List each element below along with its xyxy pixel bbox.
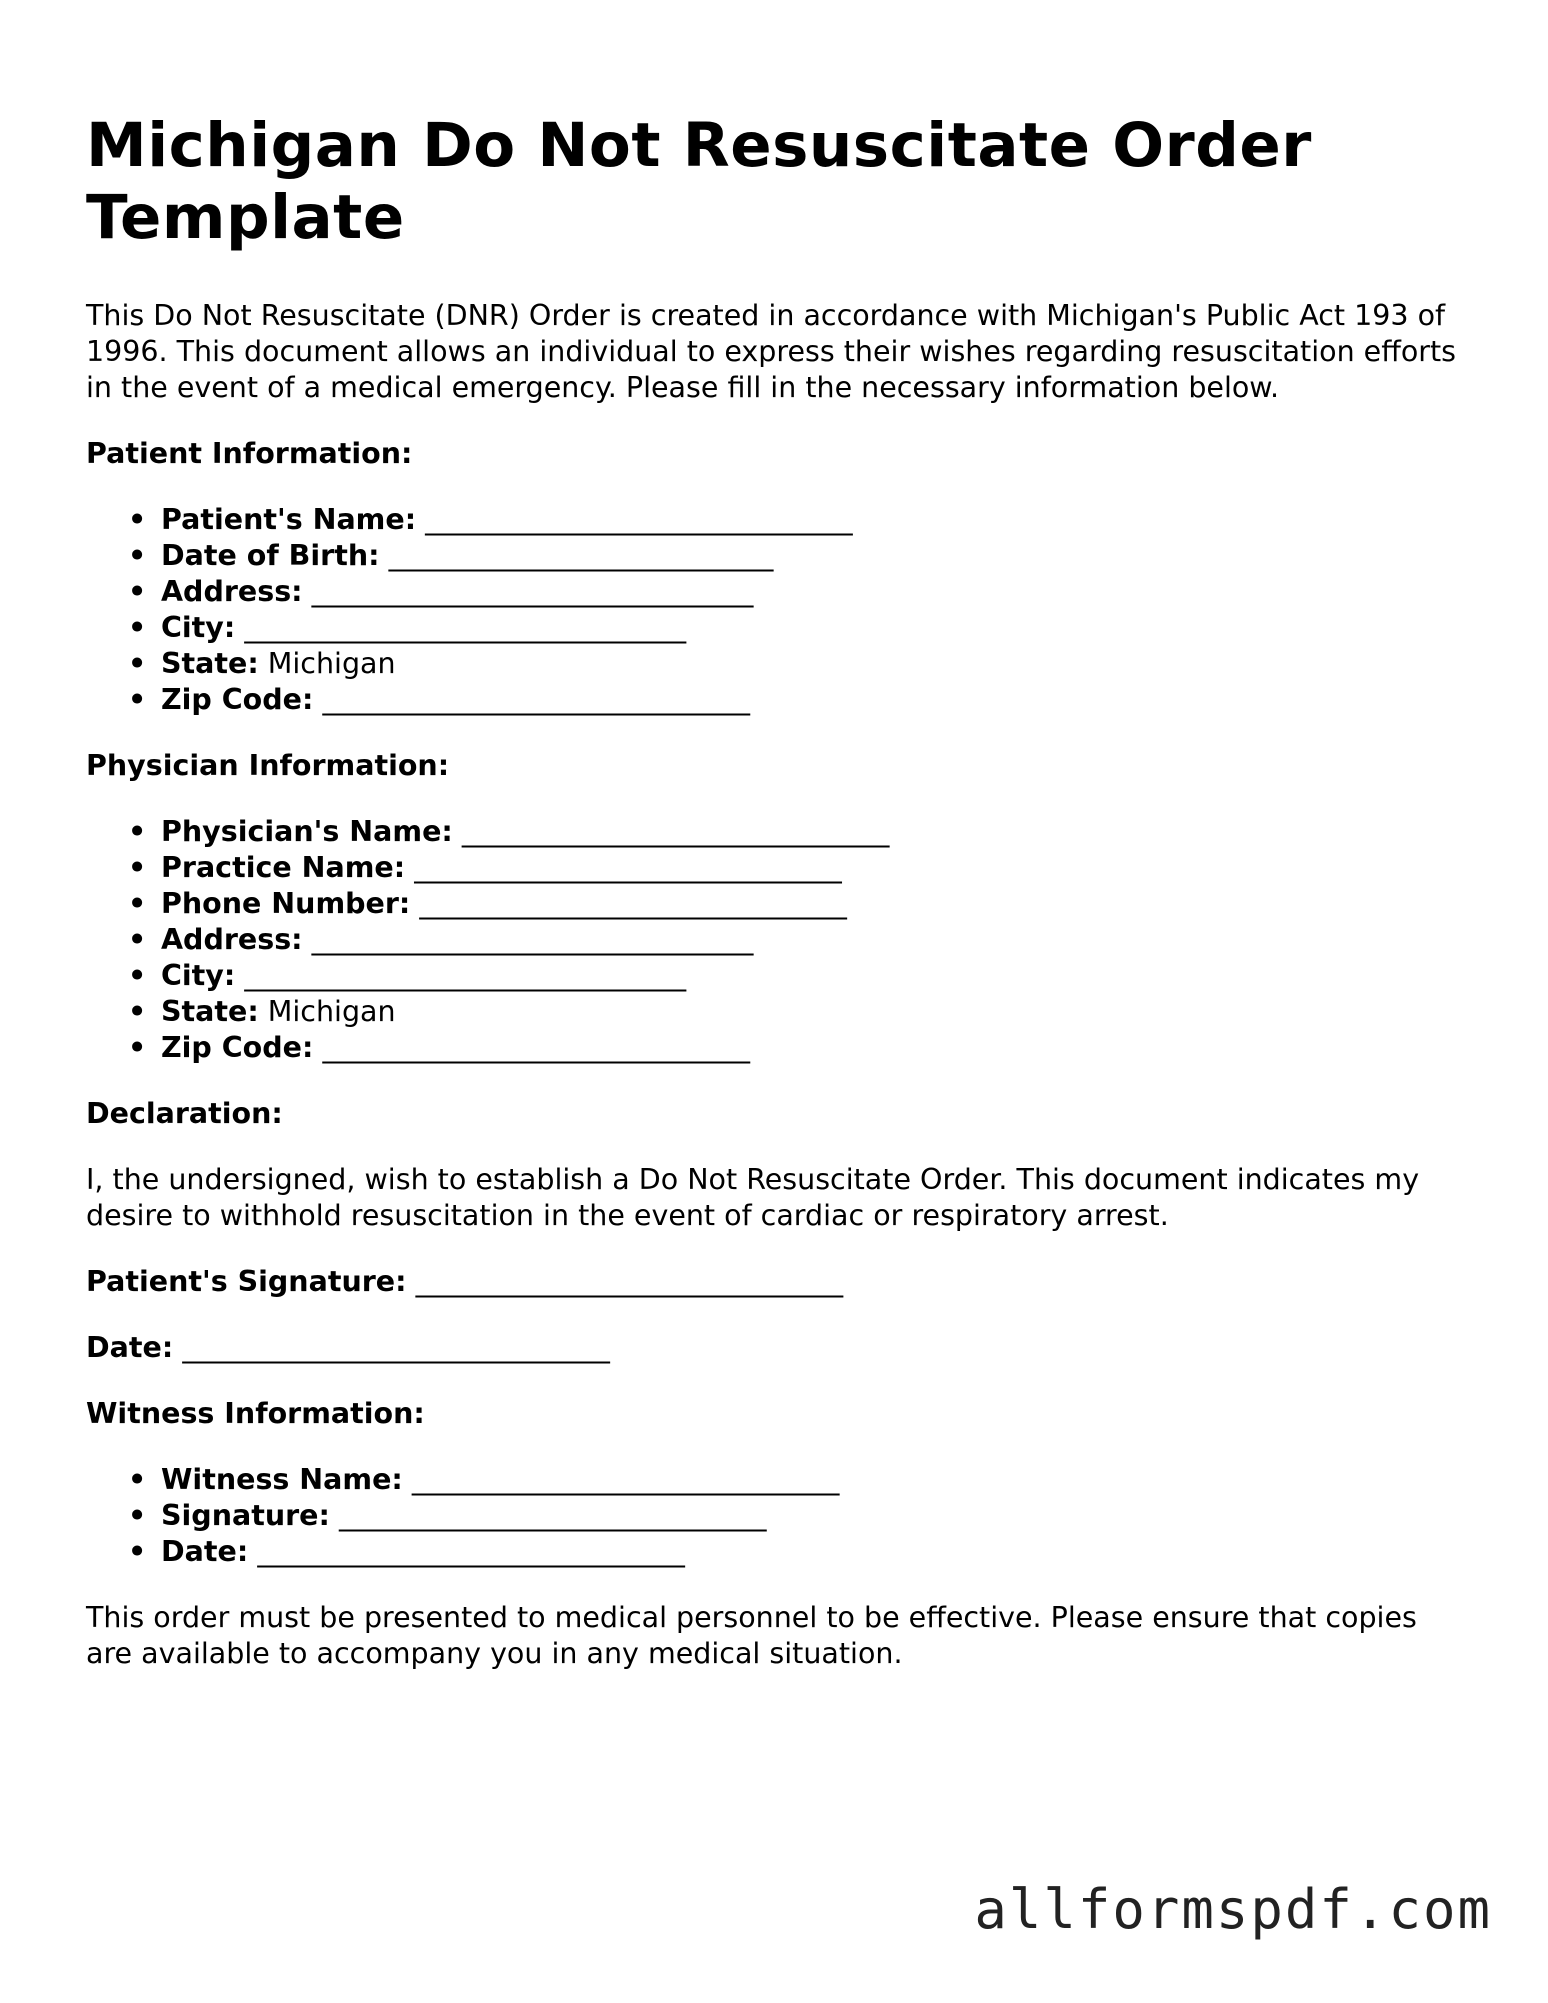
declaration-heading: Declaration: xyxy=(86,1097,283,1130)
physician-info-list xyxy=(86,814,1466,1066)
field-label: Address: xyxy=(161,575,303,608)
physician-info-heading: Physician Information: xyxy=(86,749,450,782)
witness-date-field[interactable]: ______________________________ xyxy=(257,1535,685,1568)
bullet-icon: • xyxy=(128,503,147,536)
bullet-icon: • xyxy=(128,575,147,608)
field-label: City: xyxy=(161,959,236,992)
patient-signature-line xyxy=(86,1264,1466,1300)
field-label: Patient's Signature: xyxy=(86,1265,407,1298)
physician-address-field[interactable]: _______________________________ xyxy=(311,923,754,956)
bullet-icon: • xyxy=(128,851,147,884)
field-label: City: xyxy=(161,611,236,644)
patient-info-list xyxy=(86,502,1466,718)
watermark: allformspdf.com xyxy=(974,1878,1492,1941)
physician-name-field[interactable]: ______________________________ xyxy=(461,815,890,848)
document-page xyxy=(86,110,1466,1702)
witness-info-list xyxy=(86,1462,1466,1570)
patient-dob-field[interactable]: ___________________________ xyxy=(388,539,774,572)
patient-name-field[interactable]: ______________________________ xyxy=(425,503,853,536)
bullet-icon: • xyxy=(128,1031,147,1064)
field-label: Address: xyxy=(161,923,303,956)
patient-dob-item xyxy=(128,538,1466,574)
bullet-icon: • xyxy=(128,1535,147,1568)
patient-state-item xyxy=(128,646,1466,682)
practice-name-item xyxy=(128,850,1466,886)
bullet-icon: • xyxy=(128,611,147,644)
bullet-icon: • xyxy=(128,995,147,1028)
physician-name-item xyxy=(128,814,1466,850)
field-label: Zip Code: xyxy=(161,683,314,716)
field-label: Zip Code: xyxy=(161,1031,314,1064)
witness-name-item xyxy=(128,1462,1466,1498)
patient-city-item xyxy=(128,610,1466,646)
patient-address-field[interactable]: _______________________________ xyxy=(311,575,754,608)
practice-name-field[interactable]: ______________________________ xyxy=(414,851,842,884)
patient-zip-field[interactable]: ______________________________ xyxy=(322,683,750,716)
bullet-icon: • xyxy=(128,923,147,956)
footer-note: This order must be presented to medical personnel to be effective. Please ensure that copies are available to accompany you in any medical situation. xyxy=(86,1601,1417,1670)
physician-state-value: Michigan xyxy=(267,995,396,1028)
bullet-icon: • xyxy=(128,539,147,572)
field-label: Date: xyxy=(161,1535,249,1568)
witness-name-field[interactable]: ______________________________ xyxy=(411,1463,840,1496)
field-label: Patient's Name: xyxy=(161,503,417,536)
patient-name-item xyxy=(128,502,1466,538)
bullet-icon: • xyxy=(128,959,147,992)
field-label: Date: xyxy=(86,1331,174,1364)
patient-city-field[interactable]: _______________________________ xyxy=(244,611,687,644)
witness-info-heading: Witness Information: xyxy=(86,1397,425,1430)
physician-zip-field[interactable]: ______________________________ xyxy=(322,1031,750,1064)
date-field[interactable]: ______________________________ xyxy=(182,1331,610,1364)
phone-number-field[interactable]: ______________________________ xyxy=(419,887,847,920)
bullet-icon: • xyxy=(128,887,147,920)
bullet-icon: • xyxy=(128,1499,147,1532)
physician-city-field[interactable]: _______________________________ xyxy=(244,959,687,992)
physician-city-item xyxy=(128,958,1466,994)
bullet-icon: • xyxy=(128,647,147,680)
patient-info-heading: Patient Information: xyxy=(86,437,413,470)
witness-signature-field[interactable]: ______________________________ xyxy=(338,1499,767,1532)
bullet-icon: • xyxy=(128,1463,147,1496)
field-label: State: xyxy=(161,647,259,680)
witness-signature-item xyxy=(128,1498,1466,1534)
field-label: Practice Name: xyxy=(161,851,406,884)
declaration-text: I, the undersigned, wish to establish a Do Not Resuscitate Order. This document indicates my desire to withhold resuscitation in the event of cardiac or respiratory arrest. xyxy=(86,1163,1420,1232)
bullet-icon: • xyxy=(128,815,147,848)
field-label: Physician's Name: xyxy=(161,815,453,848)
field-label: Date of Birth: xyxy=(161,539,380,572)
patient-zip-item xyxy=(128,682,1466,718)
bullet-icon: • xyxy=(128,683,147,716)
intro-paragraph: This Do Not Resuscitate (DNR) Order is created in accordance with Michigan's Public Act 193 of 1996. This document allows an individual to express their wishes regarding resuscitation efforts in the event of a medical emergency. Please fill in the necessary information below. xyxy=(86,299,1457,404)
date-line xyxy=(86,1330,1466,1366)
witness-date-item xyxy=(128,1534,1466,1570)
field-label: Witness Name: xyxy=(161,1463,403,1496)
physician-zip-item xyxy=(128,1030,1466,1066)
physician-address-item xyxy=(128,922,1466,958)
patient-signature-field[interactable]: ______________________________ xyxy=(415,1265,844,1298)
field-label: State: xyxy=(161,995,259,1028)
page-title: Michigan Do Not Resuscitate Order Template xyxy=(86,110,1312,253)
physician-state-item xyxy=(128,994,1466,1030)
patient-address-item xyxy=(128,574,1466,610)
field-label: Phone Number: xyxy=(161,887,411,920)
phone-number-item xyxy=(128,886,1466,922)
field-label: Signature: xyxy=(161,1499,330,1532)
patient-state-value: Michigan xyxy=(267,647,396,680)
